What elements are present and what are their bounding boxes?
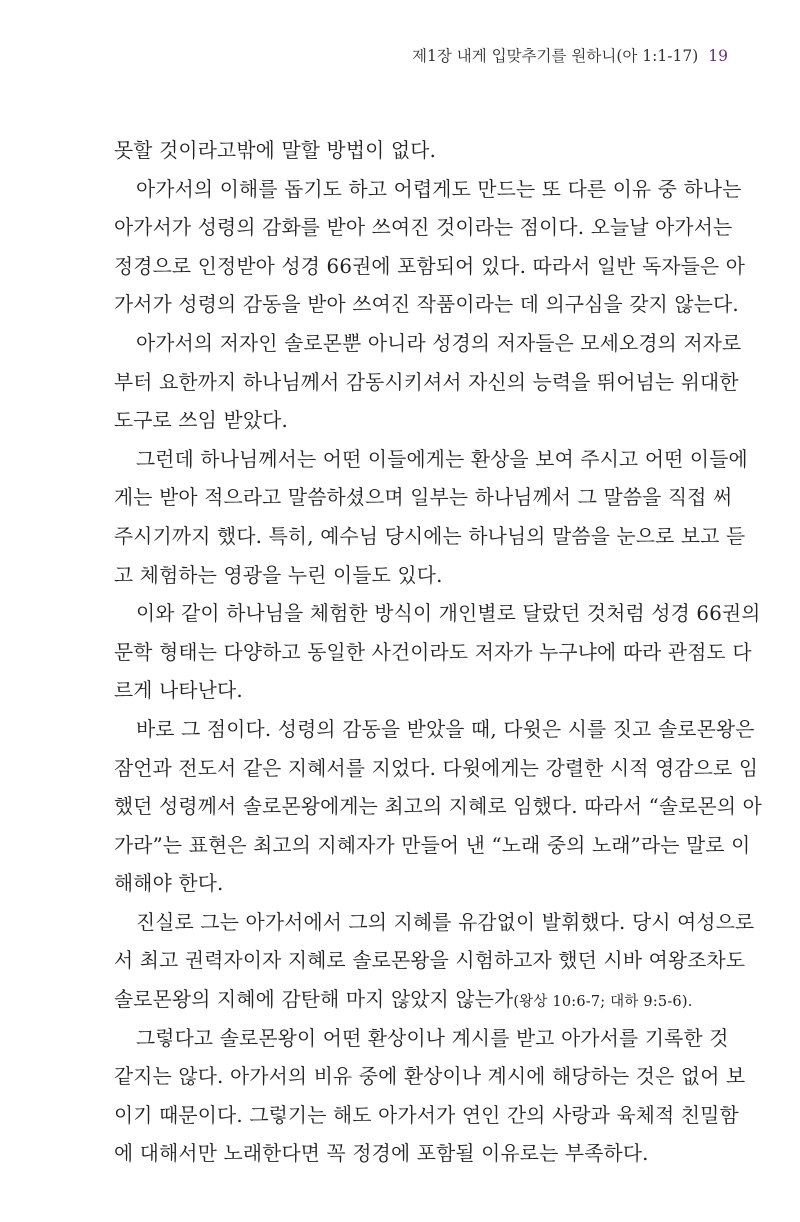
text-line: 이와 같이 하나님을 체험한 방식이 개인별로 달랐던 것처럼 성경 66권의	[136, 602, 761, 626]
text-line: 문학 형태는 다양하고 동일한 사건이라도 저자가 누구냐에 따라 관점도 다	[114, 640, 752, 664]
text-line: 가서가 성령의 감동을 받아 쓰여진 작품이라는 데 의구심을 갖지 않는다.	[114, 293, 739, 317]
scripture-citation: (왕상 10:6-7; 대하 9:5-6).	[513, 994, 693, 1011]
text-line-content: 솔로몬왕의 지혜에 감탄해 마지 않았지 않는가	[114, 988, 514, 1012]
text-line: 잠언과 전도서 같은 지혜서를 지었다. 다윗에게는 강렬한 시적 영감으로 임	[114, 756, 759, 780]
text-line: 게는 받아 적으라고 말씀하셨으며 일부는 하나님께서 그 말씀을 직접 써	[114, 486, 733, 510]
text-line: 아가서의 저자인 솔로몬뿐 아니라 성경의 저자들은 모세오경의 저자로	[136, 331, 742, 355]
text-line: 했던 성령께서 솔로몬왕에게는 최고의 지혜로 임했다. 따라서 “솔로몬의 아	[114, 795, 762, 819]
text-line: 이기 때문이다. 그렇기는 해도 아가서가 연인 간의 사랑과 육체적 친밀함	[114, 1103, 739, 1127]
text-line: 해해야 한다.	[114, 872, 224, 896]
page-number: 19	[708, 47, 728, 65]
body-text	[114, 132, 762, 1174]
text-line	[114, 981, 728, 1020]
text-line: 에 대해서만 노래한다면 꼭 정경에 포함될 이유로는 부족하다.	[114, 1142, 649, 1166]
text-line: 주시기까지 했다. 특히, 예수님 당시에는 하나님의 말씀을 눈으로 보고 듣	[114, 524, 746, 548]
chapter-title: 제1장 내게 입맞추기를 원하니(아 1:1-17)	[412, 47, 699, 65]
text-line: 정경으로 인정받아 성경 66권에 포함되어 있다. 따라서 일반 독자들은 아	[114, 254, 746, 278]
text-line: 고 체험하는 영광을 누린 이들도 있다.	[114, 563, 443, 587]
text-line: 같지는 않다. 아가서의 비유 중에 환상이나 계시에 해당하는 것은 없어 보	[114, 1065, 746, 1089]
text-line: 그런데 하나님께서는 어떤 이들에게는 환상을 보여 주시고 어떤 이들에	[136, 447, 748, 471]
text-line: 바로 그 점이다. 성령의 감동을 받았을 때, 다윗은 시를 짓고 솔로몬왕은	[136, 717, 755, 741]
running-header	[412, 44, 728, 66]
text-line: 도구로 쓰임 받았다.	[114, 409, 288, 433]
text-line: 그렇다고 솔로몬왕이 어떤 환상이나 계시를 받고 아가서를 기록한 것	[136, 1026, 729, 1050]
text-line: 부터 요한까지 하나님께서 감동시키셔서 자신의 능력을 뛰어넘는 위대한	[114, 370, 739, 394]
text-line: 진실로 그는 아가서에서 그의 지혜를 유감없이 발휘했다. 당시 여성으로	[136, 910, 755, 934]
text-line: 아가서가 성령의 감화를 받아 쓰여진 것이라는 점이다. 오늘날 아가서는	[114, 216, 733, 240]
text-line: 못할 것이라고밖에 말할 방법이 없다.	[114, 139, 437, 162]
text-line: 르게 나타난다.	[114, 679, 243, 703]
text-line: 서 최고 권력자이자 지혜로 솔로몬왕을 시험하고자 했던 시바 여왕조차도	[114, 949, 746, 973]
text-line: 아가서의 이해를 돕기도 하고 어렵게도 만드는 또 다른 이유 중 하나는	[136, 177, 742, 201]
text-line: 가라”는 표현은 최고의 지혜자가 만들어 낸 “노래 중의 노래”라는 말로 이	[114, 833, 751, 857]
